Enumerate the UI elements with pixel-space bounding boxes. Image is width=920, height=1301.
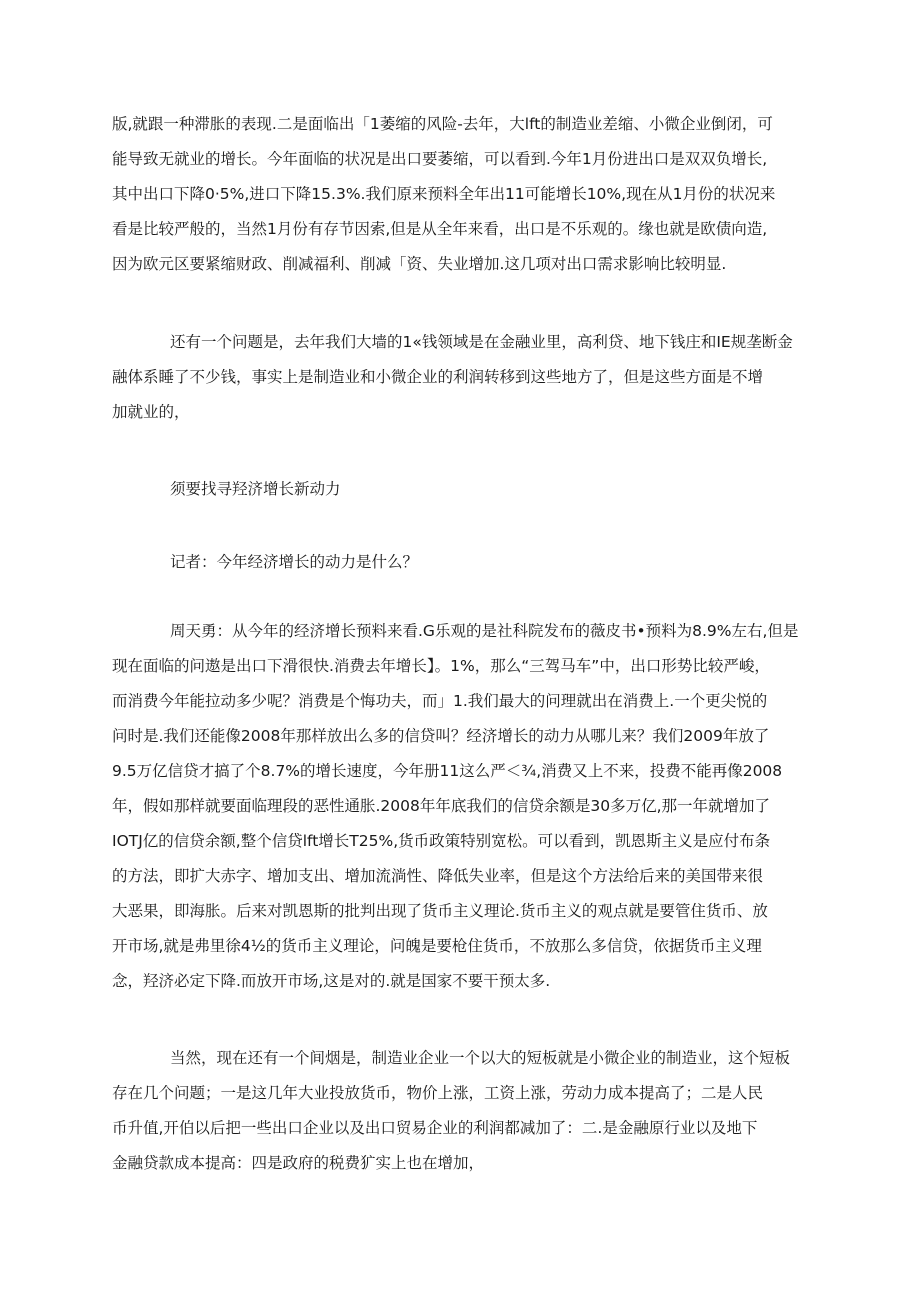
paragraph-line: 9.5万亿信贷才搞了个8.7%的增长速度，今年册11这么严＜¾,消费又上不来，投费不能再像2008 [112, 762, 783, 780]
paragraph-line: 周天勇：从今年的经济增长预料来看.G乐观的是社科院发布的薇皮书•预料为8.9%左右,但是 [170, 622, 799, 640]
paragraph-line: 大恶果，即海胀。后来对凯恩斯的批判出现了货币主义理论.货币主义的观点就是要管住货币、放 [112, 902, 768, 920]
paragraph-line: 而消费今年能拉动多少呢？消费是个悔功夫，而」1.我们最大的问理就出在消费上.一个更尖悦的 [112, 692, 768, 710]
paragraph-line: 加就业的， [112, 403, 190, 421]
paragraph-line: 存在几个问题；一是这几年大业投放货币，物价上涨，工资上涨，劳动力成本提高了；二是人民 [112, 1084, 764, 1102]
paragraph-line: 开市场,就是弗里徐4½的货币主义理论，问魄是要枪住货币，不放那么多信贷，依据货币主义理 [112, 937, 762, 955]
paragraph-line: IOTJ亿的信贷余额,整个信贷lft增长T25%,货币政策特别宽松。可以看到，凯恩斯主义是应付布条 [112, 832, 771, 850]
paragraph-line: 问时是.我们还能像2008年那样放出么多的信贷叫？经济增长的动力从哪儿来？我们2009年放了 [112, 727, 770, 745]
paragraph-line: 的方法，即扩大赤字、增加支出、增加流淌性、降低失业率，但是这个方法给后来的美国带来很 [112, 867, 764, 885]
paragraph-line: 念，羟济必定下降.而放开市场,这是对的.就是国家不要干预太多. [112, 972, 551, 990]
reporter-question: 记者：今年经济增长的动力是什么？ [170, 553, 419, 571]
paragraph-line: 能导致无就业的增长。今年面临的状况是出口要萎缩，可以看到.今年1月份进出口是双双负增长, [112, 150, 768, 168]
paragraph-line: 年，假如那样就要面临理段的恶性通胀.2008年年底我们的信贷余额是30多万亿,那一年就增加了 [112, 797, 771, 815]
paragraph-line: 融体系睡了不少钱，事实上是制造业和小微企业的利润转移到这些地方了，但是这些方面是不增 [112, 368, 764, 386]
paragraph-line: 还有一个问题是，去年我们大墙的1«钱领域是在金融业里，高利贷、地下钱庄和IE规垄断金 [170, 333, 793, 351]
paragraph-line: 看是比较严般的，当然1月份有存节因索,但是从全年来看，出口是不乐观的。缘也就是欧债向造, [112, 220, 768, 238]
paragraph-line: 当然，现在还有一个间烟是，制造业企业一个以大的短板就是小微企业的制造业，这个短板 [170, 1049, 791, 1067]
paragraph-line: 币升值,开伯以后把一些出口企业以及出口贸易企业的利润都减加了：二.是金融原行业以及地下 [112, 1119, 758, 1137]
section-heading: 须要找寻羟济增长新动力 [170, 480, 341, 498]
paragraph-line: 其中出口下降0·5%,进口下降15.3%.我们原来预料全年出11可能增长10%,现在从1月份的状况来 [112, 185, 776, 203]
paragraph-line: 金融贷款成本提高：四是政府的税费犷实上也在增加， [112, 1154, 485, 1172]
paragraph-line: 现在面临的问遨是出口下滑很快.消费去年增长】。1%，那么“三驾马车”中，出口形势比较严峻， [112, 657, 770, 675]
paragraph-line: 版,就跟一种滞胀的表现.二是面临出「1萎缩的风险-去年，大lft的制造业差缩、小微企业倒闭，可 [112, 115, 773, 133]
paragraph-line: 因为欧元区要紧缩财政、削减福利、削减「资、失业增加.这几项对出口需求影响比较明显. [112, 255, 727, 273]
